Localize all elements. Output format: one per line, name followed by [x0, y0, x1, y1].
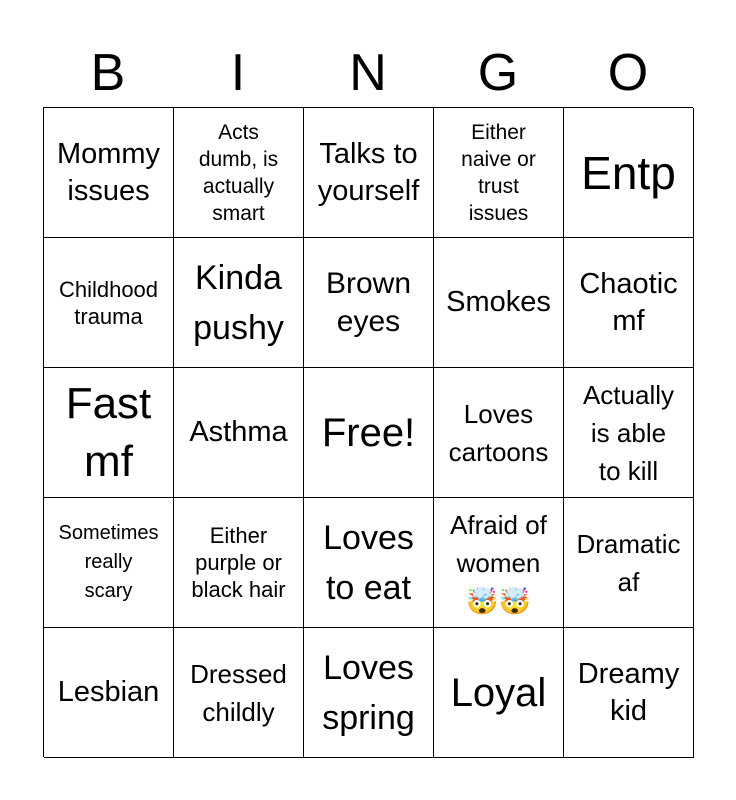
cell-label: Lesbian — [57, 676, 160, 708]
bingo-cell[interactable] — [434, 498, 564, 628]
cell-label: Brown eyes — [325, 266, 412, 338]
bingo-cell[interactable] — [44, 108, 174, 238]
cell-label: Actually is able to kill — [582, 379, 675, 486]
bingo-cell[interactable] — [434, 108, 564, 238]
cell-label: Sometimes really scary — [58, 522, 159, 602]
title-letter-b: B — [90, 44, 126, 102]
bingo-cell[interactable] — [434, 238, 564, 368]
bingo-cell[interactable] — [44, 498, 174, 628]
bingo-cell[interactable] — [434, 368, 564, 498]
title-letter-i: I — [230, 44, 246, 102]
bingo-cell[interactable] — [304, 628, 434, 758]
bingo-cell[interactable] — [564, 368, 694, 498]
cell-label: Talks to yourself — [317, 137, 420, 207]
bingo-cell[interactable] — [174, 108, 304, 238]
cell-label: Entp — [581, 146, 676, 199]
bingo-cell[interactable] — [174, 498, 304, 628]
bingo-cell[interactable] — [304, 108, 434, 238]
cell-label: Smokes — [446, 286, 551, 318]
bingo-title — [43, 40, 693, 106]
bingo-cell[interactable] — [304, 368, 434, 498]
bingo-cell[interactable] — [564, 108, 694, 238]
cell-label: Mommy issues — [56, 137, 161, 207]
cell-label: Free! — [321, 410, 416, 455]
bingo-cell[interactable] — [564, 238, 694, 368]
cell-label: Kinda pushy — [193, 258, 284, 347]
bingo-cell[interactable] — [434, 628, 564, 758]
cell-label: Dreamy kid — [577, 657, 680, 727]
title-letter-o: O — [607, 44, 649, 102]
title-letter-g: G — [477, 44, 519, 102]
cell-label: Dramatic af — [576, 528, 681, 597]
bingo-cell[interactable] — [174, 628, 304, 758]
bingo-cell[interactable] — [174, 368, 304, 498]
bingo-cell[interactable] — [304, 498, 434, 628]
title-letter-n: N — [349, 44, 387, 102]
cell-label: Asthma — [189, 416, 288, 448]
cell-label: Fast mf — [65, 378, 152, 486]
cell-label: Afraid of women 🤯🤯 — [450, 509, 547, 616]
bingo-cell[interactable] — [44, 238, 174, 368]
cell-label: Loyal — [450, 670, 547, 715]
bingo-cell[interactable] — [564, 498, 694, 628]
bingo-cell[interactable] — [44, 368, 174, 498]
cell-label: Either purple or black hair — [191, 523, 286, 602]
bingo-cell[interactable] — [304, 238, 434, 368]
bingo-cell[interactable] — [174, 238, 304, 368]
bingo-cell[interactable] — [564, 628, 694, 758]
cell-label: Loves to eat — [323, 518, 414, 607]
cell-label: Chaotic mf — [579, 267, 678, 337]
cell-label: Acts dumb, is actually smart — [198, 120, 279, 225]
cell-label: Childhood trauma — [58, 276, 159, 329]
cell-label: Loves spring — [322, 648, 415, 737]
cell-label: Loves cartoons — [448, 398, 549, 467]
bingo-board — [43, 107, 693, 757]
cell-label: Dressed childly — [190, 658, 287, 727]
bingo-cell[interactable] — [44, 628, 174, 758]
cell-label: Either naive or trust issues — [461, 120, 536, 225]
